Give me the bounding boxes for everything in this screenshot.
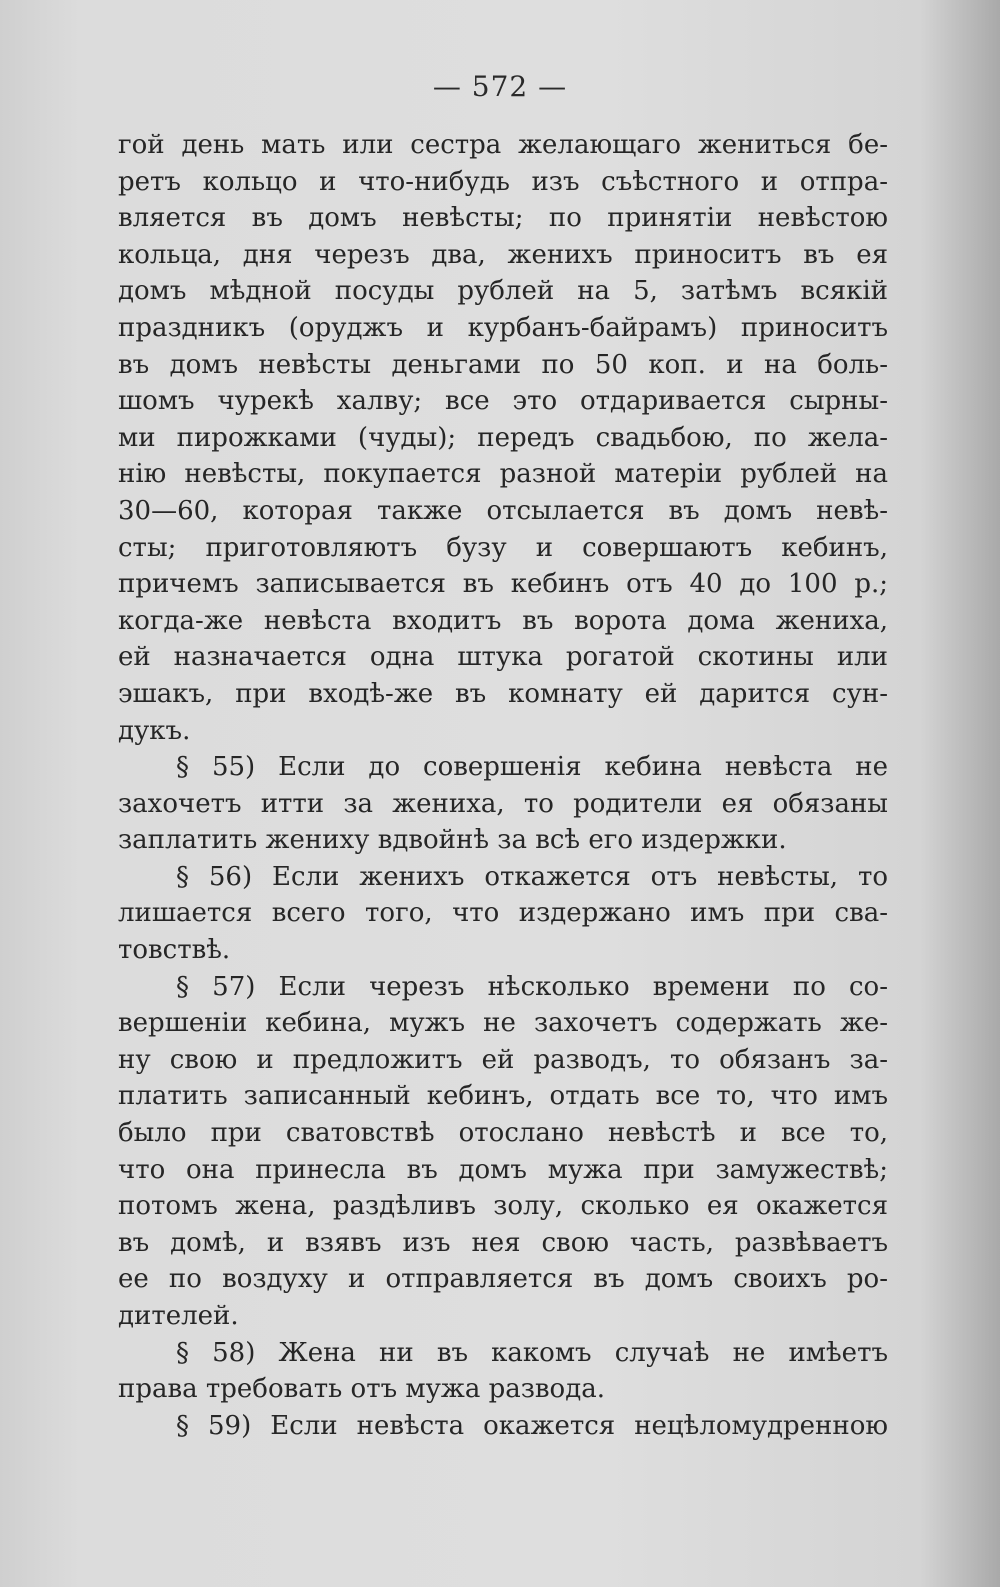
text-line: § 57) Если черезъ нѣсколько времени по со-: [176, 971, 888, 1002]
text-line: права требовать отъ мужа развода.: [118, 1374, 605, 1405]
text-line: ей назначается одна штука рогатой скотины или: [118, 642, 888, 673]
text-line: кольца, дня черезъ два, женихъ приноситъ въ ея: [118, 239, 888, 270]
text-line: когда-же невѣста входитъ въ ворота дома жениха,: [118, 605, 888, 636]
text-line: § 55) Если до совершенія кебина невѣста не: [176, 752, 888, 783]
text-line: потомъ жена, раздѣливъ золу, сколько ея окажется: [118, 1191, 888, 1222]
text-line: лишается всего того, что издержано имъ при сва-: [118, 898, 888, 929]
text-line: праздникъ (оруджъ и курбанъ-байрамъ) приноситъ: [118, 312, 888, 343]
text-line: ее по воздуху и отправляется въ домъ своихъ ро-: [118, 1264, 888, 1295]
text-line: дукъ.: [118, 715, 191, 746]
text-line: въ домъ невѣсты деньгами по 50 коп. и на боль-: [118, 349, 888, 380]
text-line: ми пирожками (чуды); передъ свадьбою, по жела-: [118, 422, 888, 453]
text-line: домъ мѣдной посуды рублей на 5, затѣмъ всякій: [118, 276, 888, 307]
text-line: было при сватовствѣ отослано невѣстѣ и все то,: [118, 1118, 888, 1149]
text-line: ну свою и предложитъ ей разводъ, то обязанъ за-: [118, 1044, 888, 1075]
text-line: товствѣ.: [118, 935, 231, 966]
text-line: гой день мать или сестра желающаго жениться бе-: [118, 130, 888, 160]
text-line: эшакъ, при входѣ-же въ комнату ей дарится сун-: [118, 678, 888, 709]
page-number: — 572 —: [432, 70, 568, 103]
text-line: что она принесла въ домъ мужа при замужествѣ;: [118, 1154, 888, 1185]
text-line: заплатить жениху вдвойнѣ за всѣ его издержки.: [118, 825, 787, 856]
text-line: § 56) Если женихъ откажется отъ невѣсты, то: [176, 861, 888, 892]
text-line: въ домѣ, и взявъ изъ нея свою часть, развѣваетъ: [118, 1227, 888, 1258]
text-line: дителей.: [118, 1301, 239, 1331]
body-text: [118, 127, 888, 1444]
text-line: вершеніи кебина, мужъ не захочетъ содержать же-: [118, 1008, 888, 1039]
text-line: 30—60, которая также отсылается въ домъ невѣ-: [118, 495, 888, 526]
text-line: § 59) Если невѣста окажется нецѣломудренною: [176, 1410, 888, 1441]
text-line: платить записанный кебинъ, отдать все то, что имъ: [118, 1081, 888, 1112]
text-line: сты; приготовляютъ бузу и совершаютъ кебинъ,: [118, 532, 888, 563]
text-line: нію невѣсты, покупается разной матеріи рублей на: [118, 459, 888, 490]
text-line: вляется въ домъ невѣсты; по принятіи невѣстою: [118, 203, 888, 234]
text-line: причемъ записывается въ кебинъ отъ 40 до 100 р.;: [118, 569, 888, 600]
text-line: захочетъ итти за жениха, то родители ея обязаны: [118, 788, 888, 819]
text-line: § 58) Жена ни въ какомъ случаѣ не имѣетъ: [176, 1337, 888, 1368]
text-line: шомъ чурекѣ халву; все это отдаривается сырны-: [118, 386, 888, 417]
text-line: ретъ кольцо и что-нибудь изъ съѣстного и отпра-: [118, 166, 888, 197]
